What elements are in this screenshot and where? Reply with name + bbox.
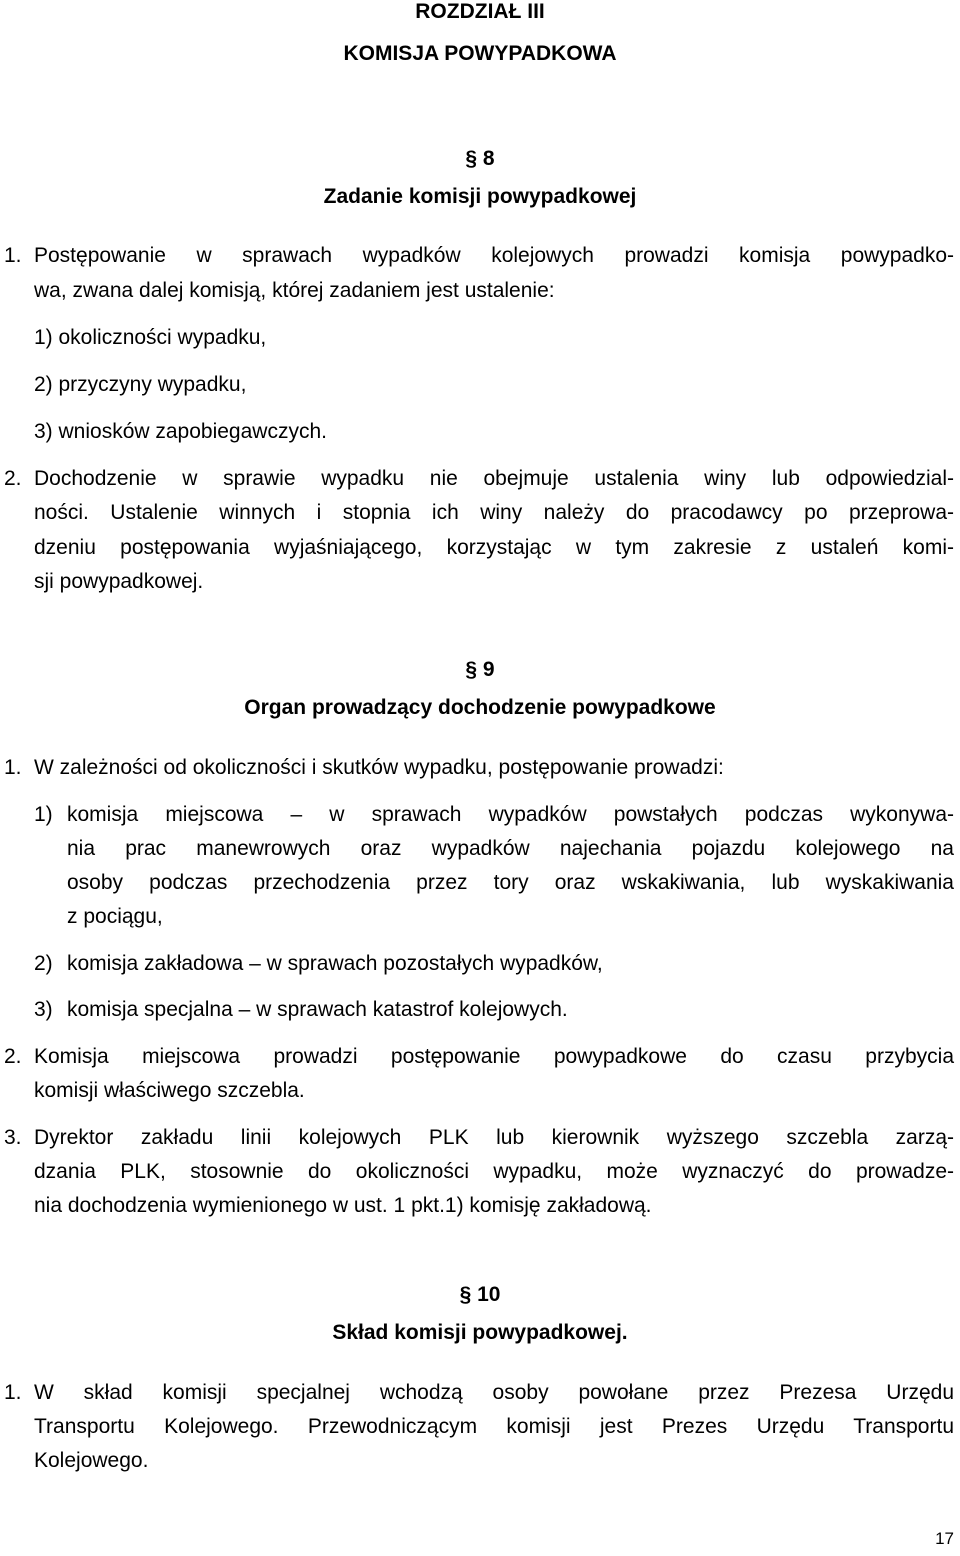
paragraph-number: 2.: [4, 1045, 22, 1068]
paragraph-line: dzeniu postępowania wyjaśniającego, korzystając w tym zakresie z ustaleń komi-: [34, 536, 954, 559]
list-item-line: z pociągu,: [67, 905, 163, 928]
paragraph-line: Dyrektor zakładu linii kolejowych PLK lub kierownik wyższego szczebla zarzą-: [34, 1126, 954, 1149]
paragraph-line: ności. Ustalenie winnych i stopnia ich winy należy do pracodawcy po przeprowa-: [34, 501, 954, 524]
paragraph-number: 2.: [4, 467, 22, 490]
list-item-number: 3): [34, 998, 53, 1021]
section-10-title: Skład komisji powypadkowej.: [332, 1321, 628, 1344]
list-item-number: 2): [34, 952, 53, 975]
list-item-line: komisja specjalna – w sprawach katastrof kolejowych.: [67, 998, 568, 1021]
paragraph-line: nia dochodzenia wymienionego w ust. 1 pkt.1) komisję zakładową.: [34, 1194, 652, 1217]
paragraph-line: Postępowanie w sprawach wypadków kolejowych prowadzi komisja powypadko-: [34, 244, 954, 267]
section-8-title: Zadanie komisji powypadkowej: [323, 185, 637, 208]
page-number: 17: [935, 1529, 954, 1548]
list-item: 2) przyczyny wypadku,: [34, 373, 247, 396]
list-item-line: nia prac manewrowych oraz wypadków najechania pojazdu kolejowego na: [67, 837, 954, 860]
list-item-number: 1): [34, 803, 53, 826]
list-item-line: komisja zakładowa – w sprawach pozostałych wypadków,: [67, 952, 603, 975]
paragraph-number: 3.: [4, 1126, 22, 1149]
paragraph-line: wa, zwana dalej komisją, której zadaniem jest ustalenie:: [34, 279, 555, 302]
list-item-line: komisja miejscowa – w sprawach wypadków powstałych podczas wykonywa-: [67, 803, 954, 826]
paragraph-line: Transportu Kolejowego. Przewodniczącym komisji jest Prezes Urzędu Transportu: [34, 1415, 954, 1438]
paragraph-line: dzania PLK, stosownie do okoliczności wypadku, może wyznaczyć do prowadze-: [34, 1160, 954, 1183]
section-10-mark: § 10: [459, 1283, 501, 1306]
section-9-title: Organ prowadzący dochodzenie powypadkowe: [244, 696, 716, 719]
section-9-mark: § 9: [465, 658, 495, 681]
list-item-line: osoby podczas przechodzenia przez tory oraz wskakiwania, lub wyskakiwania: [67, 871, 954, 894]
list-item: 1) okoliczności wypadku,: [34, 326, 267, 349]
paragraph-line: W zależności od okoliczności i skutków wypadku, postępowanie prowadzi:: [34, 756, 724, 779]
paragraph-line: komisji właściwego szczebla.: [34, 1079, 305, 1102]
paragraph-line: sji powypadkowej.: [34, 570, 204, 593]
paragraph-line: Dochodzenie w sprawie wypadku nie obejmuje ustalenia winy lub odpowiedzial-: [34, 467, 954, 490]
paragraph-number: 1.: [4, 244, 22, 267]
paragraph-line: Kolejowego.: [34, 1449, 149, 1472]
paragraph-number: 1.: [4, 1381, 22, 1404]
paragraph-line: Komisja miejscowa prowadzi postępowanie powypadkowe do czasu przybycia: [34, 1045, 954, 1068]
section-8-mark: § 8: [465, 147, 495, 170]
chapter-title: KOMISJA POWYPADKOWA: [343, 42, 617, 65]
chapter-label: ROZDZIAŁ III: [415, 0, 545, 23]
list-item: 3) wniosków zapobiegawczych.: [34, 420, 327, 443]
paragraph-line: W skład komisji specjalnej wchodzą osoby powołane przez Prezesa Urzędu: [34, 1381, 954, 1404]
paragraph-number: 1.: [4, 756, 22, 779]
